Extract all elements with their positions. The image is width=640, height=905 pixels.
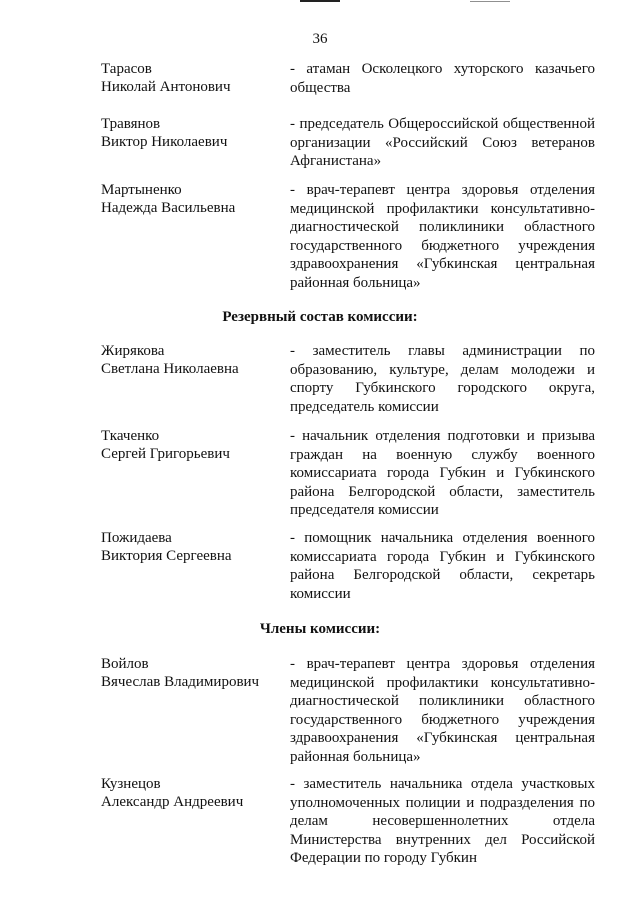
surname: Ткаченко <box>101 428 160 444</box>
page-number: 36 <box>312 31 328 47</box>
surname: Пожидаева <box>101 530 172 546</box>
person-role: - председатель Общероссийской общественной организации «Российский Союз ветеранов Афганистана» <box>290 116 595 169</box>
person-role: - начальник отделения подготовки и призыва граждан на военную службу военного комиссариата города Губкин и Губкинского района Белгородской области, заместитель председателя комиссии <box>290 428 595 518</box>
person-name <box>101 655 281 691</box>
person-role: - помощник начальника отделения военного комиссариата города Губкин и Губкинского района Белгородской области, секретарь комиссии <box>290 530 595 602</box>
given-name: Виктория Сергеевна <box>101 548 232 564</box>
person-name <box>101 115 281 151</box>
surname: Кузнецов <box>101 776 161 792</box>
person-name <box>101 427 281 463</box>
surname: Тарасов <box>101 61 152 77</box>
given-name: Николай Антонович <box>101 79 231 95</box>
surname: Войлов <box>101 656 149 672</box>
section-title-members: Члены комиссии: <box>259 621 381 637</box>
person-role: - врач-терапевт центра здоровья отделения медицинской профилактики консультативно-диагностической поликлиники областного государственного бюджетного учреждения здравоохранения «Губкинская центральная районная больница» <box>290 656 595 765</box>
person-role: - заместитель главы администрации по образованию, культуре, делам молодежи и спорту Губкинского городского округа, председатель комиссии <box>290 343 595 415</box>
given-name: Светлана Николаевна <box>101 361 239 377</box>
given-name: Александр Андреевич <box>101 794 244 810</box>
person-role: - атаман Осколецкого хуторского казачьего общества <box>290 61 595 96</box>
given-name: Вячеслав Владимирович <box>101 674 260 690</box>
given-name: Надежда Васильевна <box>101 200 236 216</box>
surname: Жирякова <box>101 343 165 359</box>
surname: Травянов <box>101 116 161 132</box>
person-name <box>101 342 281 378</box>
given-name: Виктор Николаевич <box>101 134 228 150</box>
given-name: Сергей Григорьевич <box>101 446 230 462</box>
section-title-reserve: Резервный состав комиссии: <box>222 309 418 325</box>
surname: Мартыненко <box>101 182 182 198</box>
scan-mark-top-right <box>470 1 510 2</box>
person-role: - врач-терапевт центра здоровья отделения медицинской профилактики консультативно-диагностической поликлиники областного государственного бюджетного учреждения здравоохранения «Губкинская центральная районная больница» <box>290 182 595 291</box>
person-role: - заместитель начальника отдела участковых уполномоченных полиции и подразделения по делам несовершеннолетних отдела Министерства внутренних дел Российской Федерации по городу Губкин <box>290 776 595 866</box>
person-name <box>101 529 281 565</box>
scan-mark-top <box>300 0 340 2</box>
person-name <box>101 181 281 217</box>
person-name <box>101 775 281 811</box>
person-name <box>101 60 281 96</box>
